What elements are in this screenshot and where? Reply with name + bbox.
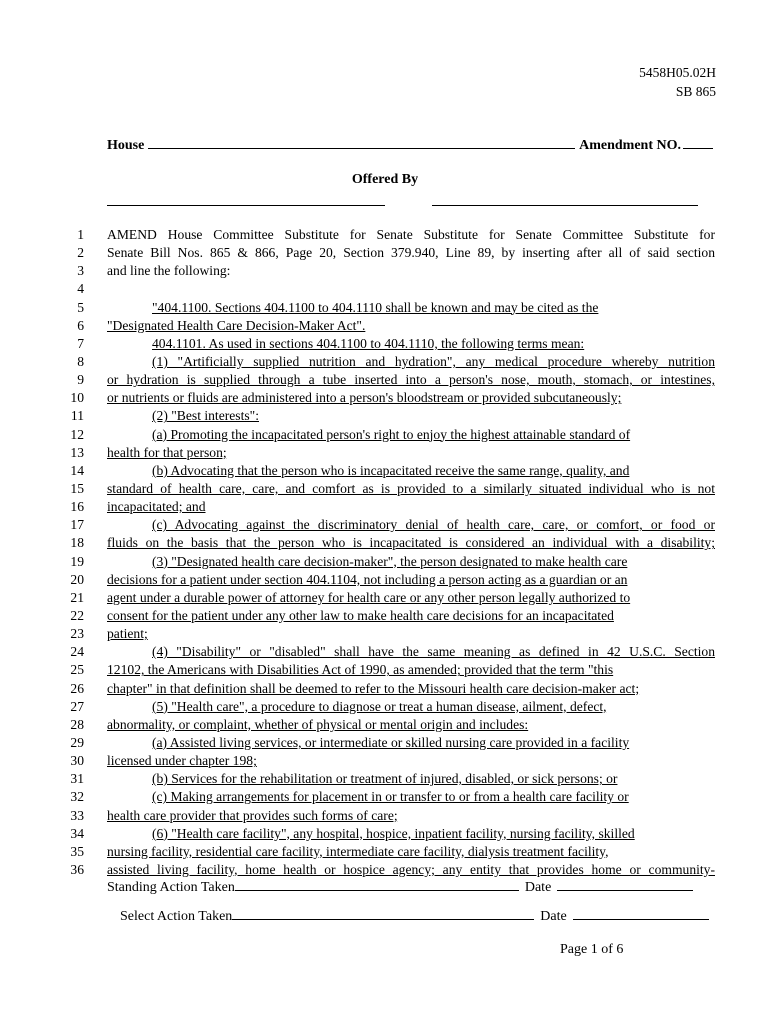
line-number: 5 [77,299,84,315]
line-number: 32 [70,789,84,805]
line-number: 22 [70,607,84,623]
line-number: 2 [77,245,84,261]
sponsor-signature-line-right [432,205,698,206]
line-text: (4) "Disability" or "disabled" shall have the same meaning as defined in 42 U.S.C. Section [152,644,715,660]
line-text: (6) "Health care facility", any hospital, hospice, inpatient facility, nursing facility, skilled [152,825,635,841]
line-number: 17 [70,517,84,533]
document-line [0,716,770,734]
line-text: health for that person; [107,444,227,460]
line-text: consent for the patient under any other law to make health care decisions for an incapacitated [107,607,614,623]
document-line [0,752,770,770]
select-action-label: Select Action Taken [120,909,233,924]
document-line [0,553,770,571]
line-number: 31 [70,771,84,787]
line-text: (a) Promoting the incapacitated person's right to enjoy the highest attainable standard of [152,426,631,442]
document-line [0,770,770,788]
line-number: 12 [70,426,84,442]
line-number: 9 [77,372,84,388]
line-text: Senate Bill Nos. 865 & 866, Page 20, Section 379.940, Line 89, by inserting after all of said section [107,245,715,261]
line-text: (b) Advocating that the person who is incapacitated receive the same range, quality, and [152,462,630,478]
line-number: 18 [70,535,84,551]
document-line [0,498,770,516]
document-line [0,625,770,643]
document-line [0,571,770,589]
document-line [0,589,770,607]
line-text: (b) Services for the rehabilitation or treatment of injured, disabled, or sick persons; or [152,771,618,787]
line-text: (5) "Health care", a procedure to diagnose or treat a human disease, ailment, defect, [152,698,607,714]
document-line [0,244,770,262]
standing-action-fill [235,878,519,891]
document-line [0,335,770,353]
document-line [0,861,770,879]
line-text: (1) "Artificially supplied nutrition and hydration", any medical procedure whereby nutrition [152,353,715,369]
document-line [0,317,770,335]
line-number: 35 [70,843,84,859]
line-number: 27 [70,698,84,714]
document-line [0,680,770,698]
line-text: 404.1101. As used in sections 404.1100 to 404.1110, the following terms mean: [152,335,585,351]
line-text: (c) Making arrangements for placement in or transfer to or from a health care facility or [152,789,629,805]
line-number: 10 [70,390,84,406]
document-line [0,226,770,244]
line-number: 4 [77,281,84,297]
line-number: 8 [77,353,84,369]
line-text: nursing facility, residential care facility, intermediate care facility, dialysis treatment facility, [107,843,609,859]
standing-action-label: Standing Action Taken [107,880,235,895]
standing-action-line [107,878,693,896]
line-text: AMEND House Committee Substitute for Senate Substitute for Senate Committee Substitute for [107,227,715,242]
document-line [0,734,770,752]
standing-date-fill [557,878,693,891]
line-text: (2) "Best interests": [152,408,259,424]
line-number: 26 [70,680,84,696]
document-line [0,262,770,280]
sponsor-signature-line-left [107,205,385,206]
line-number: 20 [70,571,84,587]
line-number: 13 [70,444,84,460]
line-text: "404.1100. Sections 404.1100 to 404.1110 shall be known and may be cited as the [152,299,599,315]
line-number: 34 [70,825,84,841]
line-number: 29 [70,734,84,750]
select-action-fill [232,907,534,920]
line-text: (a) Assisted living services, or intermediate or skilled nursing care provided in a facility [152,734,630,750]
line-text: abnormality, or complaint, whether of physical or mental origin and includes: [107,716,529,732]
line-number: 15 [70,480,84,496]
line-text: chapter" in that definition shall be deemed to refer to the Missouri health care decision-maker act; [107,680,640,696]
line-number: 30 [70,753,84,769]
line-number: 23 [70,626,84,642]
document-line [0,480,770,498]
select-date-label: Date [540,909,567,924]
line-text: health care provider that provides such forms of care; [107,807,398,823]
line-number: 16 [70,499,84,515]
document-line [0,643,770,661]
offered-by-heading: Offered By [351,172,419,187]
line-text: or hydration is supplied through a tube inserted into a person's nose, mouth, stomach, or intestines, [107,372,715,388]
amendment-number-label: Amendment NO. [579,138,681,153]
document-id: 5458H05.02H [639,65,716,80]
document-line [0,661,770,679]
select-date-fill [573,907,709,920]
line-number: 36 [70,861,84,877]
line-text: fluids on the basis that the person who is incapacitated is considered an individual with a disability; [107,535,715,551]
document-line [0,353,770,371]
document-line [0,462,770,480]
amendment-number-fill [683,136,713,149]
document-line [0,788,770,806]
line-number: 11 [70,408,84,424]
document-line [0,807,770,825]
document-line [0,280,770,298]
document-line [0,843,770,861]
document-line [0,825,770,843]
document-line [0,407,770,425]
line-text: "Designated Health Care Decision-Maker Act". [107,317,366,333]
line-number: 1 [77,227,84,242]
house-label: House [107,138,145,153]
line-number: 7 [77,335,84,351]
document-line [0,444,770,462]
line-text: agent under a durable power of attorney for health care or any other person legally authorized to [107,589,631,605]
line-number: 25 [70,662,84,678]
select-action-line [120,907,709,925]
document-line [0,426,770,444]
document-line [0,299,770,317]
line-number: 6 [77,317,84,333]
amendment-body [0,226,770,879]
house-line [107,136,713,154]
standing-date-label: Date [524,880,552,895]
line-text: and line the following: [107,263,231,279]
line-text: 12102, the Americans with Disabilities Act of 1990, as amended; provided that the term "this [107,662,614,678]
line-number: 3 [77,263,84,279]
page-number: Page 1 of 6 [560,942,624,957]
document-line [0,389,770,407]
document-line [0,607,770,625]
line-number: 33 [70,807,84,823]
line-number: 21 [70,589,84,605]
line-text: assisted living facility, home health or hospice agency; any entity that provides home or community- [107,861,715,877]
line-text: (3) "Designated health care decision-maker", the person designated to make health care [152,553,628,569]
line-text: (c) Advocating against the discriminatory denial of health care, care, or comfort, or food or [152,517,715,533]
line-text: licensed under chapter 198; [107,753,257,769]
line-text: patient; [107,626,148,642]
document-line [0,534,770,552]
line-text: standard of health care, care, and comfort as is provided to a similarly situated individual who is not [107,480,715,496]
line-number: 28 [70,716,84,732]
line-number: 24 [70,644,84,660]
house-fill-line [148,136,575,149]
document-line [0,698,770,716]
line-text: or nutrients or fluids are administered into a person's bloodstream or provided subcutaneously; [107,390,622,406]
line-number: 19 [70,553,84,569]
line-text: decisions for a patient under section 404.1104, not including a person acting as a guardian or an [107,571,628,587]
line-text: incapacitated; and [107,499,206,515]
bill-id: SB 865 [675,84,716,99]
document-line [0,371,770,389]
document-line [0,516,770,534]
line-number: 14 [70,462,84,478]
